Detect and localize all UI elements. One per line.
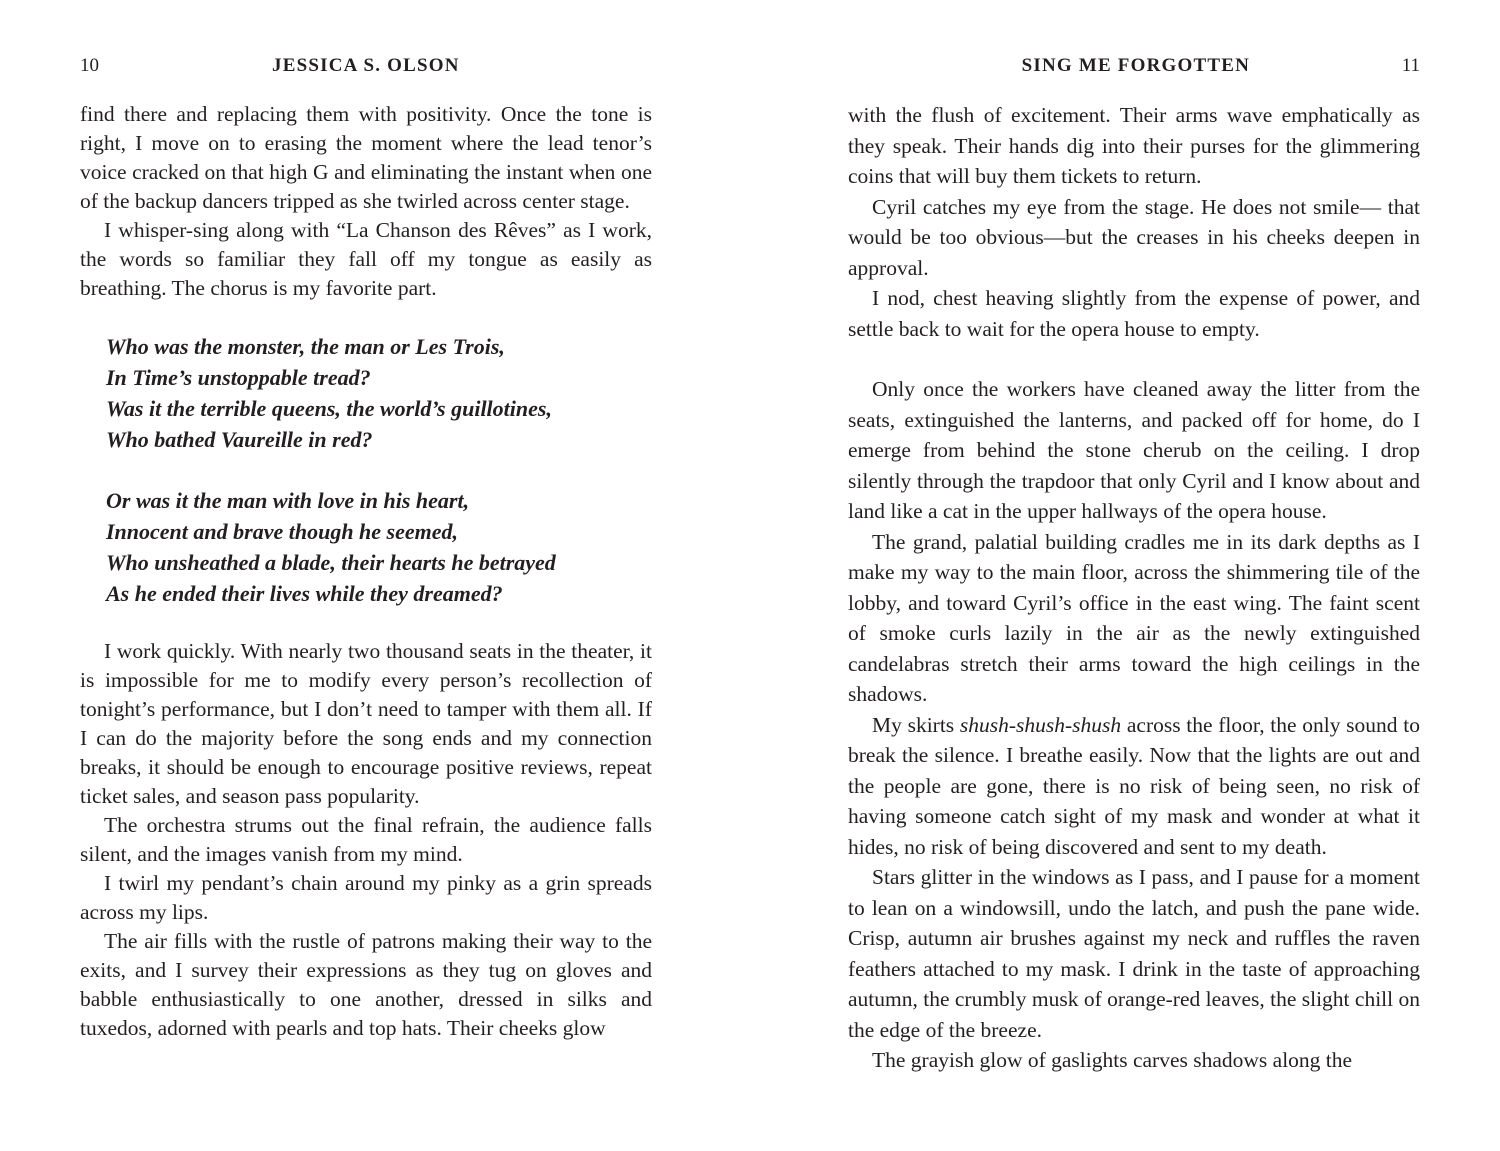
verse-stanza-1 bbox=[106, 331, 652, 455]
text-run: across the floor, the only sound to break the silence. I breathe easily. Now that the lights are out and the people are gone, there is no risk of being seen, no risk of having someone catch sight of my mask and wonder at what it hides, no risk of being discovered and sent to my death. bbox=[848, 712, 1420, 859]
verse-line: Who was the monster, the man or Les Trois, bbox=[106, 334, 505, 359]
verse-line: Was it the terrible queens, the world’s guillotines, bbox=[106, 396, 552, 421]
paragraph: The grayish glow of gaslights carves shadows along the bbox=[872, 1048, 1353, 1072]
paragraph: I work quickly. With nearly two thousand seats in the theater, it is impossible for me to modify every person’s recollection of tonight’s performance, but I don’t need to tamper with them all. If I can do the majority before the song ends and my connection breaks, it should be enough to encourage positive reviews, repeat ticket sales, and season pass popularity. bbox=[80, 639, 652, 808]
left-page bbox=[80, 0, 652, 1151]
verse-line: Or was it the man with love in his heart, bbox=[106, 488, 470, 513]
paragraph: The orchestra strums out the final refrain, the audience falls silent, and the images vanish from my mind. bbox=[80, 813, 652, 866]
italic-emphasis: shush-shush-shush bbox=[959, 712, 1122, 737]
song-lyrics bbox=[106, 331, 652, 609]
verse-line: Who unsheathed a blade, their hearts he betrayed bbox=[106, 550, 556, 575]
paragraph: The grand, palatial building cradles me in its dark depths as I make my way to the main floor, across the shimmering tile of the lobby, and toward Cyril’s office in the east wing. The faint scent of smoke curls lazily in the air as the newly extinguished candelabras stretch their arms toward the high ceilings in the shadows. bbox=[848, 529, 1420, 706]
verse-line: As he ended their lives while they dreamed? bbox=[106, 581, 503, 606]
verse-line: In Time’s unstoppable tread? bbox=[106, 365, 371, 390]
paragraph: I twirl my pendant’s chain around my pinky as a grin spreads across my lips. bbox=[80, 871, 652, 924]
paragraph bbox=[848, 710, 1420, 863]
right-body-text bbox=[848, 100, 1420, 1076]
right-page bbox=[848, 0, 1420, 1151]
paragraph: with the flush of excitement. Their arms wave emphatically as they speak. Their hands dig into their purses for the glimmering coins that will buy them tickets to return. bbox=[848, 103, 1420, 188]
scene-break-paragraph: Only once the workers have cleaned away the litter from the seats, extinguished the lanterns, and packed off for home, do I emerge from behind the stone cherub on the ceiling. I drop silently through the trapdoor that only Cyril and I know about and land like a cat in the upper hallways of the opera house. bbox=[848, 377, 1420, 523]
paragraph: Cyril catches my eye from the stage. He does not smile— that would be too obvious—but the creases in his cheeks deepen in approval. bbox=[848, 194, 1420, 280]
author-running-head: JESSICA S. OLSON bbox=[272, 55, 460, 76]
book-title-running-head: SING ME FORGOTTEN bbox=[1021, 55, 1250, 76]
right-page-number: 11 bbox=[1401, 55, 1420, 76]
left-page-number: 10 bbox=[80, 55, 99, 76]
verse-stanza-2 bbox=[106, 485, 652, 609]
paragraph: find there and replacing them with positivity. Once the tone is right, I move on to erasing the moment where the lead tenor’s voice cracked on that high G and eliminating the instant when one of the backup dancers tripped as she twirled across center stage. bbox=[80, 102, 652, 213]
paragraph: I whisper-sing along with “La Chanson des Rêves” as I work, the words so familiar they fall off my tongue as easily as breathing. The chorus is my favorite part. bbox=[80, 218, 652, 300]
verse-line: Who bathed Vaureille in red? bbox=[106, 427, 373, 452]
paragraph: I nod, chest heaving slightly from the expense of power, and settle back to wait for the opera house to empty. bbox=[848, 286, 1420, 341]
left-running-head bbox=[80, 54, 652, 78]
text-run: My skirts bbox=[872, 712, 960, 737]
verse-line: Innocent and brave though he seemed, bbox=[106, 519, 459, 544]
left-body-text bbox=[80, 100, 652, 1043]
right-running-head bbox=[848, 54, 1420, 78]
paragraph: Stars glitter in the windows as I pass, and I pause for a moment to lean on a windowsill, undo the latch, and push the pane wide. Crisp, autumn air brushes against my neck and ruffles the raven feathers attached to my mask. I drink in the taste of approaching autumn, the crumbly musk of orange-red leaves, the slight chill on the edge of the breeze. bbox=[848, 865, 1420, 1042]
paragraph: The air fills with the rustle of patrons making their way to the exits, and I survey their expressions as they tug on gloves and babble enthusiastically to one another, dressed in silks and tuxedos, adorned with pearls and top hats. Their cheeks glow bbox=[80, 929, 652, 1040]
